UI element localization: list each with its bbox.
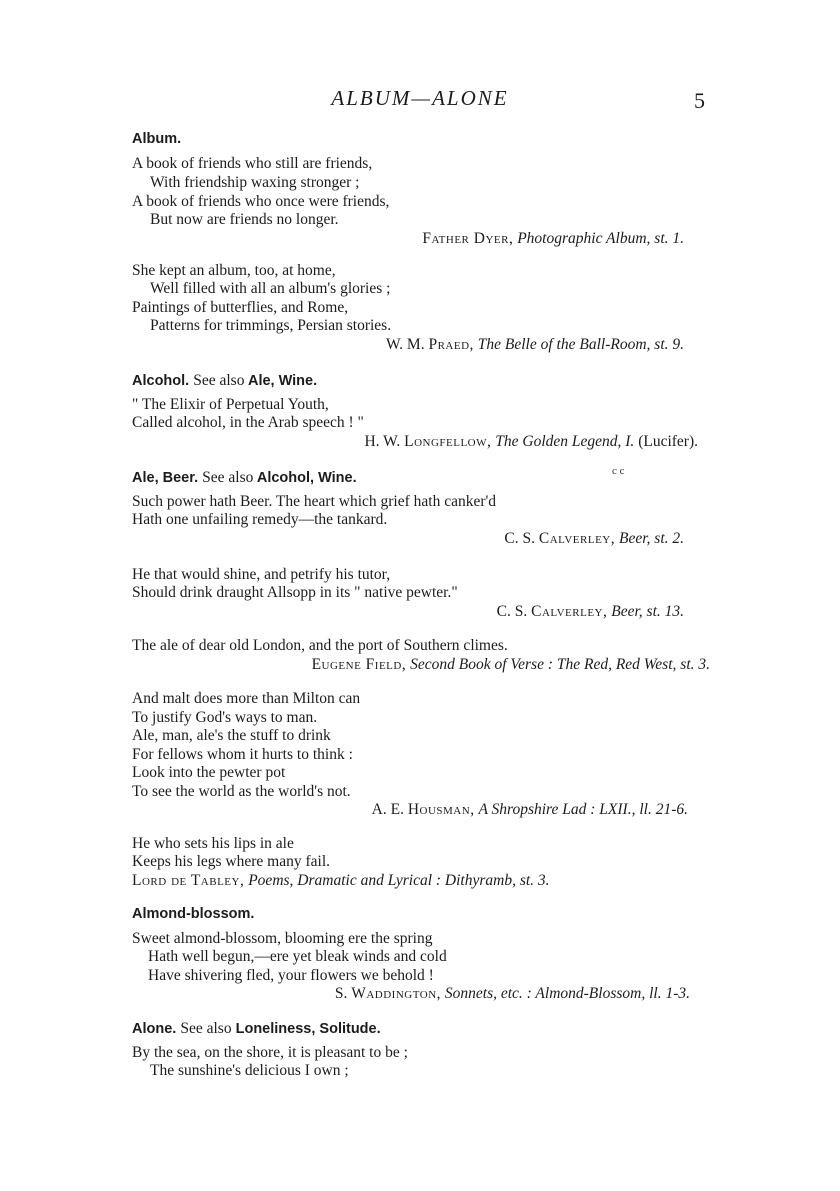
author-initials: S. (334, 985, 348, 1002)
author: Father Dyer, (422, 230, 514, 247)
work-title: The Golden Legend, I. (495, 433, 635, 450)
quote-line: To see the world as the world's not. (132, 783, 351, 800)
attribution (504, 530, 684, 548)
author-initials: C. S. (496, 603, 528, 620)
quote-line: A book of friends who once were friends, (132, 193, 390, 210)
reference: st. 3. (680, 656, 710, 673)
work-title: Beer, (618, 530, 651, 547)
quote-line: Well filled with all an album's glories ; (150, 280, 391, 297)
work-title: Beer, (611, 603, 643, 620)
quote-line: Such power hath Beer. The heart which grief hath canker'd (132, 493, 497, 510)
quote-line: Ale, man, ale's the stuff to drink (132, 727, 331, 744)
see-also-terms: Loneliness, Solitude. (235, 1021, 381, 1037)
author: Lord de Tabley, (132, 872, 245, 889)
quote-line: Sweet almond-blossom, blooming ere the spring (132, 930, 433, 947)
author: Calverley, (538, 530, 616, 547)
attribution (386, 336, 684, 354)
quote-line: Keeps his legs where many fail. (132, 853, 330, 870)
quote-line: Patterns for trimmings, Persian stories. (150, 317, 392, 334)
reference: ll. 1-3. (649, 985, 690, 1002)
author-initials: W. M. (385, 336, 425, 353)
printer-marks: c c (612, 465, 625, 477)
attribution (497, 603, 684, 621)
reference: (Lucifer). (638, 433, 698, 450)
work-title: Photographic Album, (517, 230, 651, 247)
entry-heading-almond-blossom: Almond-blossom. (132, 906, 255, 922)
entry-heading-alone (132, 1020, 381, 1038)
reference: st. 9. (654, 336, 684, 353)
quote-line: But now are friends no longer. (150, 211, 339, 228)
quote-line: The sunshine's delicious I own ; (150, 1062, 349, 1079)
quote-line: To justify God's ways to man. (132, 709, 318, 726)
quote-line: A book of friends who still are friends, (132, 155, 373, 172)
author-initials: A. E. (371, 801, 404, 818)
see-also-terms: Alcohol, Wine. (256, 470, 357, 486)
attribution (312, 656, 710, 674)
quote-line: He who sets his lips in ale (132, 835, 294, 852)
attribution (372, 801, 688, 819)
quote-line: Called alcohol, in the Arab speech ! " (132, 414, 364, 431)
quote-line: For fellows whom it hurts to think : (132, 746, 353, 763)
work-title: Poems, Dramatic and Lyrical : Dithyramb, (248, 872, 516, 889)
quote-line: Paintings of butterflies, and Rome, (132, 299, 349, 316)
page-number: 5 (694, 88, 705, 113)
author: Calverley, (531, 603, 608, 620)
reference: st. 13. (646, 603, 684, 620)
quote-line: " The Elixir of Perpetual Youth, (132, 396, 329, 413)
author: Praed, (428, 336, 474, 353)
work-title: Second Book of Verse : The Red, Red West, (410, 656, 677, 673)
reference: ll. 21-6. (639, 801, 688, 818)
quote-line: With friendship waxing stronger ; (150, 174, 360, 191)
quote-line: Should drink draught Allsopp in its " native pewter." (132, 584, 458, 601)
entry-heading-ale-beer (132, 469, 357, 487)
quote-line: By the sea, on the shore, it is pleasant to be ; (132, 1044, 408, 1061)
entry-heading-album: Album. (132, 131, 182, 147)
reference: st. 3. (519, 872, 550, 889)
author: Longfellow, (404, 433, 492, 450)
work-title: Sonnets, etc. : Almond-Blossom, (444, 985, 646, 1002)
quote-line: Look into the pewter pot (132, 764, 286, 781)
reference: st. 2. (654, 530, 684, 547)
running-header-title: ALBUM—ALONE (331, 86, 509, 110)
see-also-label: See also (180, 1020, 232, 1037)
author: Eugene Field, (311, 656, 407, 673)
author: Waddington, (351, 985, 442, 1002)
heading-term: Alcohol. (132, 373, 190, 389)
quote-line: She kept an album, too, at home, (132, 262, 336, 279)
quote-line: He that would shine, and petrify his tutor, (132, 566, 391, 583)
see-also-label: See also (202, 469, 254, 486)
reference: st. 1. (654, 230, 684, 247)
work-title: The Belle of the Ball-Room, (477, 336, 651, 353)
entry-heading-alcohol (132, 372, 317, 390)
quote-line: Hath one unfailing remedy—the tankard. (132, 511, 388, 528)
author-initials: H. W. (364, 433, 401, 450)
quote-line: And malt does more than Milton can (132, 690, 361, 707)
quote-line: Have shivering fled, your flowers we behold ! (148, 967, 434, 984)
heading-term: Alone. (132, 1021, 177, 1037)
attribution (132, 872, 550, 890)
author-initials: C. S. (504, 530, 535, 547)
quote-line: The ale of dear old London, and the port of Southern climes. (132, 637, 508, 654)
see-also-label: See also (193, 372, 245, 389)
attribution (335, 985, 690, 1003)
attribution (422, 230, 684, 248)
see-also-terms: Ale, Wine. (247, 373, 318, 389)
heading-term: Ale, Beer. (132, 470, 199, 486)
work-title: A Shropshire Lad : LXII., (478, 801, 636, 818)
author: Housman, (407, 801, 475, 818)
attribution (364, 433, 698, 451)
quote-line: Hath well begun,—ere yet bleak winds and cold (148, 948, 447, 965)
